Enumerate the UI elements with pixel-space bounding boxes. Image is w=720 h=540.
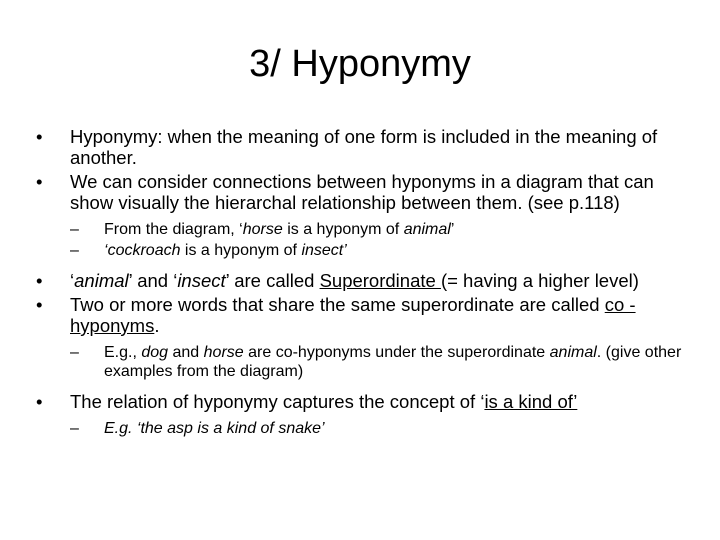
word-insect: insect (177, 270, 226, 291)
bullet-marker: • (36, 391, 43, 412)
definition-text: : when the meaning of one form is included in the meaning of another. (70, 126, 658, 168)
word-animal: animal (403, 221, 451, 238)
text-segment: ’ (343, 242, 347, 259)
slide-body (36, 126, 686, 440)
term-co-hyponyms: co -hyponyms (70, 294, 636, 336)
text-segment: From the diagram, ‘ (104, 221, 243, 238)
text-segment: Two or more words that share the same superordinate are called (70, 294, 605, 315)
text-segment: and (168, 344, 204, 361)
text-segment: is a hyponym of (282, 221, 404, 238)
slide-title: 3/ Hyponymy (249, 43, 471, 85)
asp-example-text: E.g. ‘the asp is a kind of snake’ (104, 420, 325, 437)
term-hyponymy: Hyponymy (70, 126, 158, 147)
sub-bullet-cockroach-example (36, 241, 686, 260)
text-segment: . (154, 315, 160, 336)
bullet-diagram-connections (36, 171, 686, 213)
text-segment: . (give other examples from the diagram) (104, 344, 682, 380)
dash-marker: – (70, 221, 79, 238)
text-segment: (= having a higher level) (440, 270, 639, 291)
term-superordinate: Superordinate (319, 270, 441, 291)
bullet-marker: • (36, 171, 43, 192)
bullet-marker: • (36, 270, 43, 291)
dash-marker: – (70, 242, 79, 259)
word-cockroach: cockroach (107, 242, 181, 259)
word-horse: horse (242, 221, 283, 238)
sub-bullet-horse-example (36, 220, 686, 239)
text-segment: ’ (450, 221, 455, 238)
word-dog: dog (141, 344, 169, 361)
diagram-text: We can consider connections between hyponyms in a diagram that can show visually the hierarchal relationship between them. (see p.118) (70, 171, 654, 213)
word-animal: animal (549, 344, 597, 361)
bullet-hyponymy-definition (36, 126, 686, 168)
text-segment: is a hyponym of (180, 242, 302, 259)
text-segment: The relation of hyponymy captures the concept of ‘ (70, 391, 485, 412)
sub-bullet-dog-horse-example (36, 343, 686, 381)
text-segment: E.g., (104, 344, 142, 361)
bullet-is-a-kind-of (36, 391, 686, 412)
dash-marker: – (70, 420, 79, 437)
bullet-marker: • (36, 126, 43, 147)
sub-bullet-asp-example (36, 419, 686, 438)
text-segment: are co-hyponyms under the superordinate (243, 344, 550, 361)
bullet-marker: • (36, 294, 43, 315)
word-animal: animal (74, 270, 129, 291)
text-segment: ’ are called (225, 270, 320, 291)
term-is-a-kind-of: is a kind of’ (484, 391, 578, 412)
dash-marker: – (70, 344, 79, 361)
text-segment: ‘ (70, 270, 75, 291)
bullet-co-hyponyms (36, 294, 686, 336)
bullet-superordinate (36, 270, 686, 291)
word-horse: horse (203, 344, 244, 361)
text-segment: ’ and ‘ (128, 270, 178, 291)
word-insect: insect (301, 242, 344, 259)
text-segment: ‘ (104, 242, 108, 259)
